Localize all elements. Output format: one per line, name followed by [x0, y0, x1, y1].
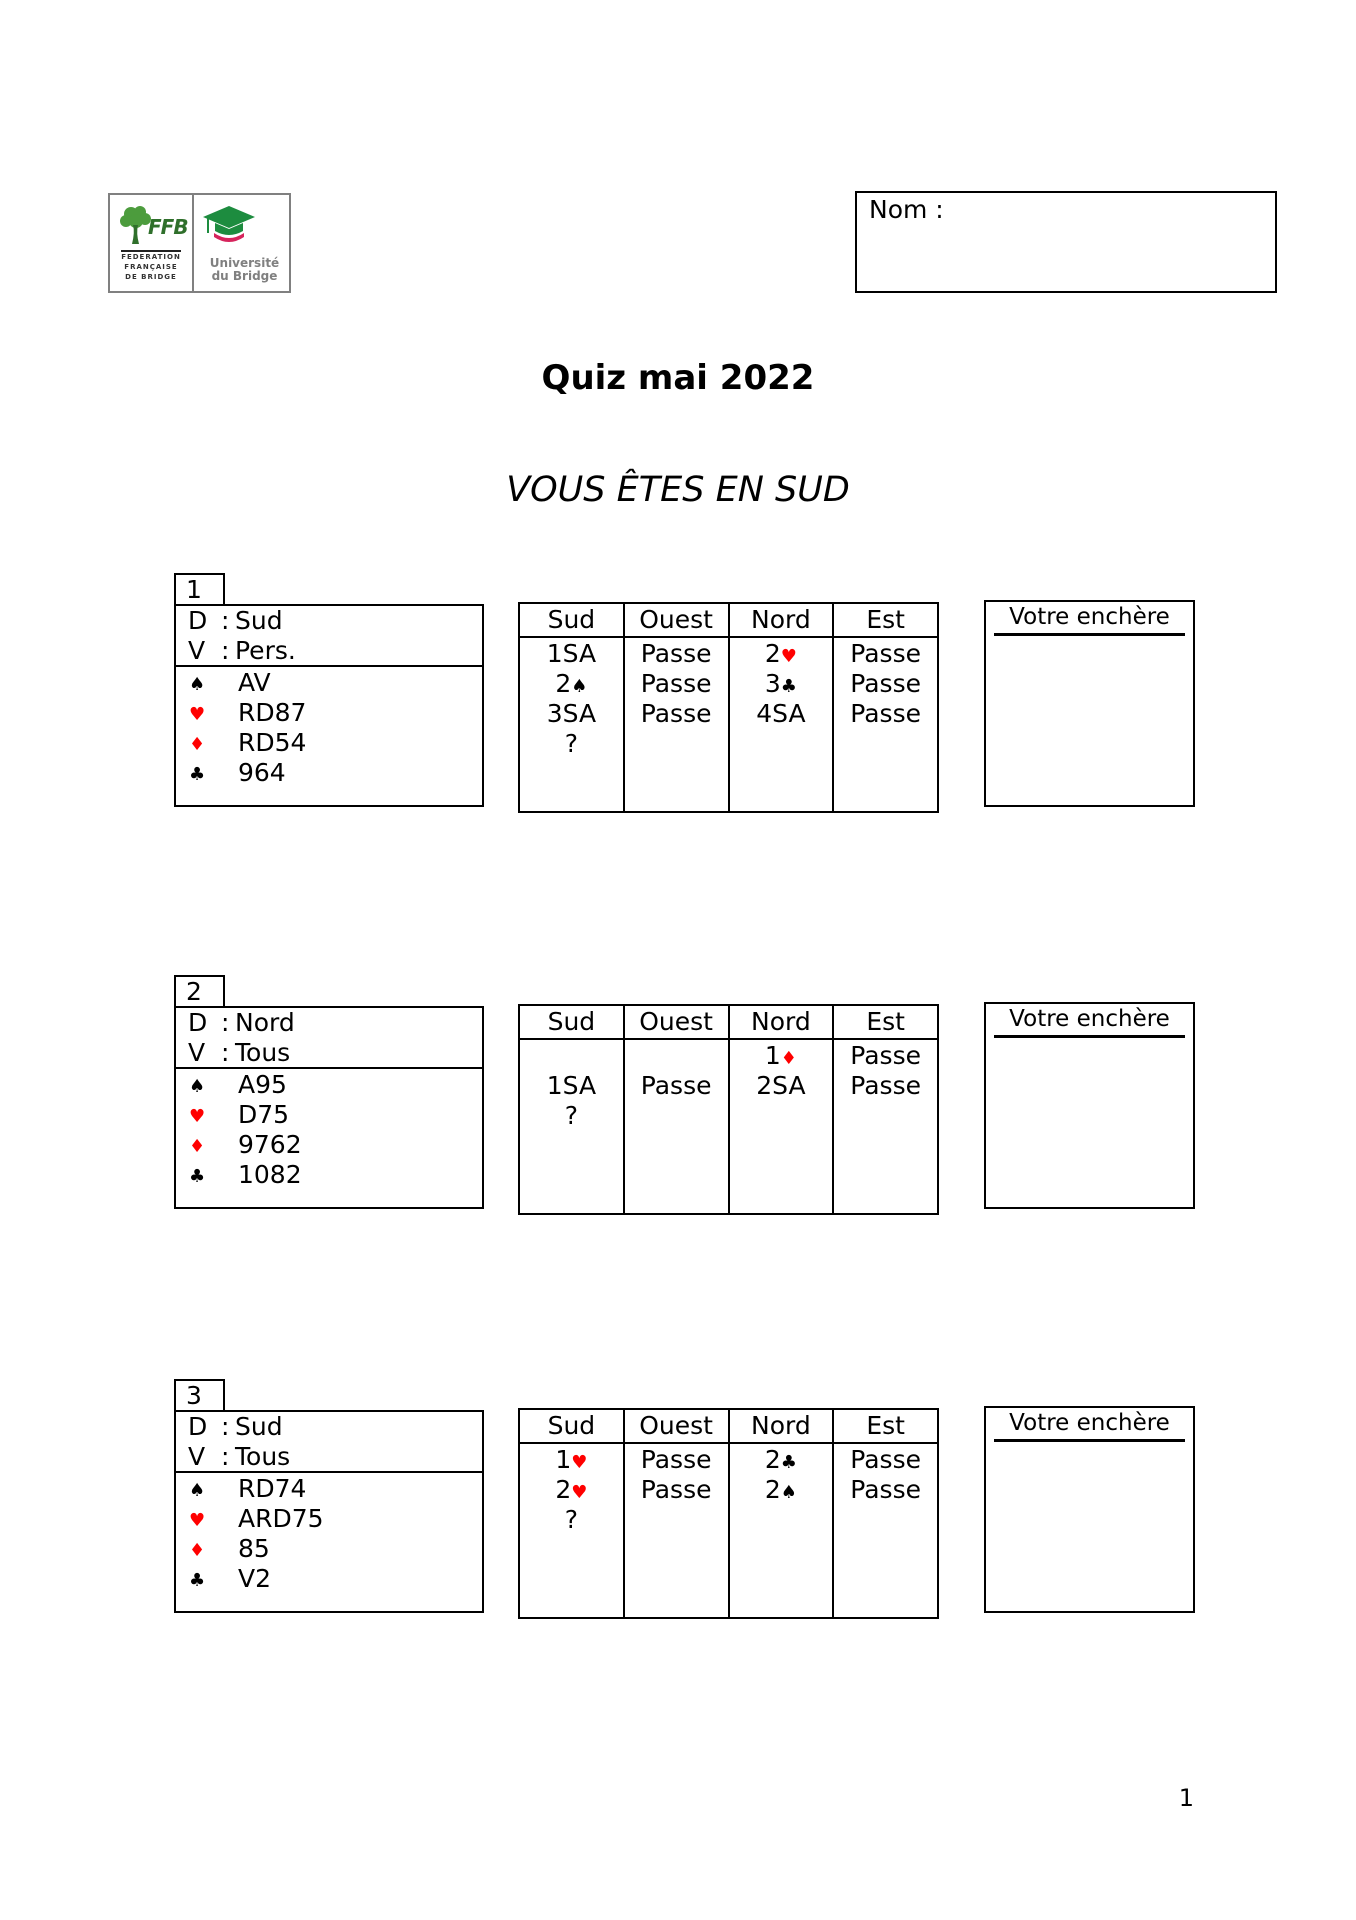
bid-cell [520, 1475, 623, 1505]
auction-column-sud [520, 604, 625, 811]
hand-diagram [174, 604, 484, 807]
bid-cell [520, 669, 623, 699]
bid-cell [520, 1071, 623, 1101]
bid-cell [625, 1505, 728, 1535]
heart-icon: ♥ [189, 1106, 206, 1127]
suit-row [176, 1564, 482, 1594]
suit-cards: AV [238, 668, 271, 697]
heart-icon: ♥ [189, 704, 206, 725]
suit-row [176, 1100, 482, 1130]
seat-header: Ouest [625, 1006, 728, 1040]
bid-cell [625, 1101, 728, 1131]
suit-row [176, 698, 482, 728]
dealer-label: D [188, 606, 208, 635]
bid-level: 3 [764, 669, 781, 698]
auction-column-ouest [625, 1410, 730, 1617]
label-separator: : [221, 1442, 230, 1471]
bid-level: 1 [764, 1041, 781, 1070]
seat-calls [834, 1040, 937, 1131]
heart-icon: ♥ [780, 646, 797, 667]
seat-header: Sud [520, 604, 623, 638]
hand-suits [176, 667, 482, 788]
suit-cards: RD87 [238, 698, 307, 727]
bid-strain: SA [562, 1071, 597, 1100]
bid-cell [730, 699, 833, 729]
mortarboard-icon [202, 205, 256, 247]
dealer-value: Sud [235, 606, 283, 635]
bid-level: 2 [756, 1071, 773, 1100]
bid-cell [730, 639, 833, 669]
seat-calls [730, 1040, 833, 1131]
seat-calls [625, 638, 728, 759]
label-separator: : [221, 606, 230, 635]
cap-board [203, 206, 255, 228]
bid-cell [834, 639, 937, 669]
suit-row [176, 1160, 482, 1190]
answer-label: Votre enchère [994, 1408, 1185, 1442]
hand-diagram [174, 1410, 484, 1613]
heart-icon: ♥ [571, 1452, 588, 1473]
bid-cell [730, 669, 833, 699]
page-subtitle: VOUS ÊTES EN SUD [506, 470, 850, 510]
bid-strain: SA [772, 1071, 806, 1100]
seat-calls [520, 1444, 623, 1535]
suit-cards: V2 [238, 1564, 272, 1593]
dealer-row [176, 1412, 482, 1442]
ffb-caption-line: FEDERATION [121, 253, 181, 261]
vulnerability-label: V [188, 636, 206, 665]
suit-cards: RD54 [238, 728, 307, 757]
vulnerability-value: Pers. [235, 636, 296, 665]
call-text: Passe [640, 1475, 712, 1504]
club-icon: ♣ [780, 1452, 797, 1473]
suit-cards: 1082 [238, 1160, 302, 1189]
seat-calls [520, 1040, 623, 1131]
seat-header: Est [834, 604, 937, 638]
name-box [855, 191, 1277, 293]
call-text: Passe [850, 1475, 921, 1504]
seat-header: Est [834, 1006, 937, 1040]
suit-row [176, 1130, 482, 1160]
bid-cell [834, 1505, 937, 1535]
vulnerability-row [176, 1038, 482, 1068]
call-text: ? [564, 729, 579, 758]
bid-level: 2 [764, 1445, 781, 1474]
suit-row [176, 1070, 482, 1100]
board-number: 2 [174, 975, 225, 1006]
bid-cell [625, 1071, 728, 1101]
vulnerability-value: Tous [235, 1442, 291, 1471]
bid-cell [520, 1505, 623, 1535]
bid-cell [834, 1071, 937, 1101]
bid-cell [625, 1445, 728, 1475]
diamond-icon: ♦ [189, 1136, 206, 1157]
call-text: Passe [850, 1445, 921, 1474]
bid-cell [520, 639, 623, 669]
board-3 [0, 1379, 1356, 1629]
bid-level: 1 [555, 1445, 572, 1474]
ffb-caption-line: DE BRIDGE [125, 273, 177, 281]
call-text: Passe [640, 1445, 712, 1474]
bid-cell [520, 1041, 623, 1071]
vulnerability-value: Tous [235, 1038, 291, 1067]
spade-icon: ♠ [189, 1076, 206, 1097]
bid-level: 2 [764, 1475, 781, 1504]
label-separator: : [221, 636, 230, 665]
bid-cell [520, 699, 623, 729]
call-text: Passe [850, 1041, 921, 1070]
seat-calls [730, 1444, 833, 1535]
ffb-tree-icon [118, 205, 152, 245]
answer-box [984, 600, 1195, 807]
bid-cell [520, 1101, 623, 1131]
board-number: 1 [174, 573, 225, 604]
heart-icon: ♥ [571, 1482, 588, 1503]
seat-header: Nord [730, 1006, 833, 1040]
suit-cards: D75 [238, 1100, 290, 1129]
seat-calls [834, 1444, 937, 1535]
dealer-label: D [188, 1412, 208, 1441]
bid-cell [625, 1475, 728, 1505]
auction-column-ouest [625, 604, 730, 811]
call-text: Passe [850, 639, 921, 668]
bid-cell [730, 729, 833, 759]
spade-icon: ♠ [571, 676, 588, 697]
seat-calls [730, 638, 833, 759]
board-2 [0, 975, 1356, 1225]
seat-calls [834, 638, 937, 759]
auction-column-est [834, 1006, 937, 1213]
page-number: 1 [1178, 1784, 1194, 1812]
suit-row [176, 758, 482, 788]
suit-cards: RD74 [238, 1474, 307, 1503]
spade-icon: ♠ [189, 1480, 206, 1501]
call-text: Passe [850, 699, 921, 728]
call-text: ? [564, 1101, 579, 1130]
suit-cards: ARD75 [238, 1504, 324, 1533]
suit-row [176, 668, 482, 698]
call-text: Passe [640, 1071, 712, 1100]
bid-cell [834, 1445, 937, 1475]
club-icon: ♣ [780, 676, 797, 697]
dealer-row [176, 606, 482, 636]
answer-box [984, 1002, 1195, 1209]
spade-icon: ♠ [780, 1482, 797, 1503]
answer-box [984, 1406, 1195, 1613]
auction-column-nord [730, 1410, 835, 1617]
bid-cell [834, 1475, 937, 1505]
call-text: ? [564, 1505, 579, 1534]
club-icon: ♣ [189, 1570, 206, 1591]
bid-cell [730, 1101, 833, 1131]
bid-level: 4 [756, 699, 773, 728]
board-1 [0, 573, 1356, 823]
bid-level: 2 [555, 1475, 572, 1504]
vulnerability-label: V [188, 1442, 206, 1471]
auction-column-sud [520, 1410, 625, 1617]
auction-table [518, 1408, 939, 1619]
bid-cell [625, 729, 728, 759]
bid-cell [520, 1445, 623, 1475]
call-text: Passe [640, 639, 712, 668]
bid-cell [834, 1041, 937, 1071]
auction-column-nord [730, 1006, 835, 1213]
diamond-icon: ♦ [189, 1540, 206, 1561]
tree-foliage [120, 206, 151, 228]
vulnerability-label: V [188, 1038, 206, 1067]
dealer-value: Nord [235, 1008, 295, 1037]
spade-icon: ♠ [189, 674, 206, 695]
bid-level: 3 [546, 699, 563, 728]
bid-cell [730, 1071, 833, 1101]
bid-level: 1 [546, 1071, 563, 1100]
bid-cell [730, 1475, 833, 1505]
seat-header: Est [834, 1410, 937, 1444]
answer-label: Votre enchère [994, 602, 1185, 636]
call-text: Passe [640, 699, 712, 728]
seat-calls [625, 1444, 728, 1535]
ffb-caption-line: FRANÇAISE [124, 263, 178, 271]
seat-calls [520, 638, 623, 759]
bid-strain: SA [562, 639, 597, 668]
hand-diagram [174, 1006, 484, 1209]
seat-header: Nord [730, 604, 833, 638]
bid-cell [625, 639, 728, 669]
hand-suits [176, 1069, 482, 1190]
bid-cell [834, 669, 937, 699]
ffb-universite-logo [108, 193, 291, 293]
diamond-icon: ♦ [189, 734, 206, 755]
suit-row [176, 1504, 482, 1534]
seat-header: Sud [520, 1006, 623, 1040]
bid-level: 2 [555, 669, 572, 698]
logo-divider [192, 195, 194, 291]
bid-cell [730, 1041, 833, 1071]
seat-calls [625, 1040, 728, 1131]
board-number: 3 [174, 1379, 225, 1410]
dealer-vulnerability [176, 1412, 482, 1473]
call-text: Passe [640, 669, 712, 698]
bid-level: 1 [546, 639, 563, 668]
bid-strain: SA [772, 699, 806, 728]
suit-cards: 85 [238, 1534, 270, 1563]
suit-row [176, 1474, 482, 1504]
bid-cell [625, 699, 728, 729]
dealer-label: D [188, 1008, 208, 1037]
universite-caption-line: du Bridge [211, 269, 278, 283]
tree-trunk [132, 225, 139, 244]
suit-cards: 964 [238, 758, 286, 787]
seat-header: Ouest [625, 604, 728, 638]
suit-cards: A95 [238, 1070, 287, 1099]
dealer-vulnerability [176, 1008, 482, 1069]
bid-cell [625, 1041, 728, 1071]
club-icon: ♣ [189, 1166, 206, 1187]
auction-table [518, 1004, 939, 1215]
auction-column-est [834, 604, 937, 811]
call-text: Passe [850, 1071, 921, 1100]
dealer-row [176, 1008, 482, 1038]
vulnerability-row [176, 1442, 482, 1472]
auction-column-ouest [625, 1006, 730, 1213]
diamond-icon: ♦ [780, 1048, 797, 1069]
label-separator: : [221, 1008, 230, 1037]
club-icon: ♣ [189, 764, 206, 785]
bid-cell [520, 729, 623, 759]
answer-label: Votre enchère [994, 1004, 1185, 1038]
suit-row [176, 1534, 482, 1564]
auction-column-nord [730, 604, 835, 811]
vulnerability-row [176, 636, 482, 666]
auction-column-est [834, 1410, 937, 1617]
seat-header: Ouest [625, 1410, 728, 1444]
universite-caption-line: Université [209, 256, 280, 270]
bid-cell [730, 1445, 833, 1475]
label-separator: : [221, 1412, 230, 1441]
ffb-rule [121, 250, 181, 252]
page-title: Quiz mai 2022 [541, 358, 815, 398]
suit-row [176, 728, 482, 758]
call-text: Passe [850, 669, 921, 698]
dealer-vulnerability [176, 606, 482, 667]
seat-header: Sud [520, 1410, 623, 1444]
ffb-mark: FFB [148, 215, 188, 239]
hand-suits [176, 1473, 482, 1594]
bid-cell [834, 1101, 937, 1131]
dealer-value: Sud [235, 1412, 283, 1441]
bid-level: 2 [764, 639, 781, 668]
bid-cell [834, 729, 937, 759]
label-separator: : [221, 1038, 230, 1067]
seat-header: Nord [730, 1410, 833, 1444]
bid-cell [730, 1505, 833, 1535]
heart-icon: ♥ [189, 1510, 206, 1531]
bid-strain: SA [562, 699, 597, 728]
auction-column-sud [520, 1006, 625, 1213]
suit-cards: 9762 [238, 1130, 302, 1159]
bid-cell [834, 699, 937, 729]
name-label: Nom : [869, 195, 944, 224]
bid-cell [625, 669, 728, 699]
auction-table [518, 602, 939, 813]
